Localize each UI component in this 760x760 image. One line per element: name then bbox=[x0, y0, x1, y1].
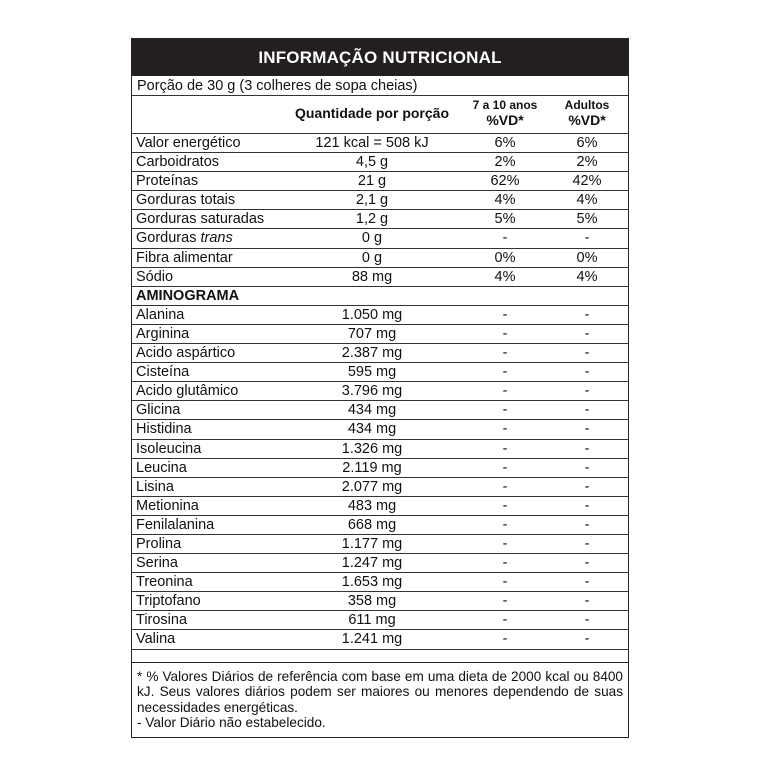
table-row bbox=[132, 382, 628, 401]
nutrient-name: Gorduras totais bbox=[136, 192, 236, 209]
amino-acid-quantity: 2.119 mg bbox=[342, 459, 402, 476]
amino-acid-kids-vd: - bbox=[502, 478, 508, 495]
nutrient-adults-vd: 6% bbox=[576, 135, 598, 151]
nutrient-name-text: Gorduras bbox=[136, 230, 197, 247]
table-row bbox=[132, 210, 628, 229]
nutrient-kids-vd: 0% bbox=[494, 249, 516, 266]
amino-acid-adults-vd: - bbox=[584, 555, 590, 572]
amino-acid-name: Acido aspártico bbox=[136, 345, 236, 362]
table-row bbox=[132, 306, 628, 325]
amino-acid-quantity: 2.077 mg bbox=[341, 478, 403, 495]
nutrient-kids-vd: 4% bbox=[494, 268, 516, 285]
nutrient-name: Gorduras saturadas bbox=[136, 211, 265, 228]
amino-acid-kids-vd: - bbox=[502, 574, 508, 591]
footnote-vd-reference: * % Valores Diários de referência com base em uma dieta de 2000 kcal ou 8400 kJ. Seus valores diários podem ser maiores ou menores dependendo de suas necessidades energéticas. bbox=[137, 668, 623, 715]
nutrient-adults-vd: 2% bbox=[576, 154, 598, 171]
amino-acid-quantity: 434 mg bbox=[347, 402, 397, 419]
portion-size: Porção de 30 g (3 colheres de sopa cheias) bbox=[132, 76, 628, 96]
amino-acid-adults-vd: - bbox=[584, 402, 590, 419]
nutrient-adults-vd: 0% bbox=[576, 249, 598, 266]
amino-acid-adults-vd: - bbox=[584, 516, 590, 533]
aminogram-rows bbox=[132, 306, 628, 650]
table-row bbox=[132, 611, 628, 630]
amino-acid-name: Alanina bbox=[136, 306, 185, 323]
footnote-vd-not-established: - Valor Diário não estabelecido. bbox=[137, 715, 326, 731]
footer-spacer bbox=[132, 650, 628, 663]
nutrient-kids-vd: 62% bbox=[490, 173, 520, 190]
table-header bbox=[132, 96, 628, 134]
amino-acid-name: Treonina bbox=[136, 574, 193, 591]
table-row bbox=[132, 363, 628, 382]
nutrient-adults-vd: 4% bbox=[576, 268, 598, 285]
amino-acid-quantity: 434 mg bbox=[347, 421, 397, 438]
table-row bbox=[132, 440, 628, 459]
table-row bbox=[132, 344, 628, 363]
amino-acid-kids-vd: - bbox=[502, 383, 508, 400]
amino-acid-adults-vd: - bbox=[584, 364, 590, 381]
nutrient-adults-vd: 4% bbox=[576, 192, 598, 209]
amino-acid-name: Histidina bbox=[136, 421, 192, 438]
amino-acid-kids-vd: - bbox=[502, 593, 508, 610]
amino-acid-quantity: 1.326 mg bbox=[341, 440, 403, 457]
header-quantity: Quantidade por porção bbox=[294, 105, 449, 121]
aminogram-heading: AMINOGRAMA bbox=[132, 287, 628, 306]
nutrition-facts-panel bbox=[131, 38, 629, 738]
nutrient-adults-vd: 5% bbox=[576, 211, 598, 228]
amino-acid-adults-vd: - bbox=[584, 459, 590, 476]
amino-acid-adults-vd: - bbox=[584, 325, 590, 342]
amino-acid-quantity: 1.177 mg bbox=[341, 535, 403, 552]
amino-acid-kids-vd: - bbox=[502, 402, 508, 419]
table-row bbox=[132, 554, 628, 573]
amino-acid-kids-vd: - bbox=[502, 440, 508, 457]
header-adults-vd: %VD* bbox=[568, 112, 606, 128]
amino-acid-name: Metionina bbox=[136, 497, 199, 514]
amino-acid-kids-vd: - bbox=[502, 459, 508, 476]
nutrient-quantity: 0 g bbox=[361, 230, 383, 247]
nutrient-name: Valor energético bbox=[136, 135, 241, 151]
amino-acid-name: Serina bbox=[136, 555, 178, 572]
table-row bbox=[132, 325, 628, 344]
amino-acid-name: Tirosina bbox=[136, 612, 188, 629]
table-row bbox=[132, 229, 628, 248]
amino-acid-kids-vd: - bbox=[502, 325, 508, 342]
table-row bbox=[132, 134, 628, 153]
table-row bbox=[132, 630, 628, 649]
header-kids-vd: %VD* bbox=[486, 112, 524, 128]
amino-acid-adults-vd: - bbox=[584, 535, 590, 552]
amino-acid-kids-vd: - bbox=[502, 345, 508, 362]
nutrient-adults-vd: - bbox=[584, 230, 590, 247]
table-row bbox=[132, 249, 628, 268]
panel-title: INFORMAÇÃO NUTRICIONAL bbox=[132, 39, 628, 76]
table-row bbox=[132, 401, 628, 420]
header-kids-column bbox=[464, 98, 546, 128]
amino-acid-quantity: 358 mg bbox=[347, 593, 397, 610]
amino-acid-adults-vd: - bbox=[584, 421, 590, 438]
nutrient-kids-vd: 4% bbox=[494, 192, 516, 209]
amino-acid-quantity: 668 mg bbox=[347, 516, 397, 533]
amino-acid-name: Arginina bbox=[136, 325, 190, 342]
amino-acid-quantity: 2.387 mg bbox=[341, 345, 403, 362]
nutrient-quantity: 4,5 g bbox=[355, 154, 389, 171]
amino-acid-name: Isoleucina bbox=[136, 440, 202, 457]
amino-acid-kids-vd: - bbox=[502, 497, 508, 514]
amino-acid-adults-vd: - bbox=[584, 306, 590, 323]
amino-acid-kids-vd: - bbox=[502, 421, 508, 438]
nutrient-quantity: 121 kcal = 508 kJ bbox=[315, 135, 429, 151]
amino-acid-adults-vd: - bbox=[584, 497, 590, 514]
amino-acid-name: Glicina bbox=[136, 402, 181, 419]
header-adults-column bbox=[546, 98, 628, 128]
table-row bbox=[132, 516, 628, 535]
amino-acid-adults-vd: - bbox=[584, 593, 590, 610]
table-row bbox=[132, 153, 628, 172]
nutrient-name: Carboidratos bbox=[136, 154, 220, 171]
amino-acid-quantity: 595 mg bbox=[347, 364, 397, 381]
amino-acid-quantity: 1.241 mg bbox=[341, 631, 403, 648]
amino-acid-name: Leucina bbox=[136, 459, 187, 476]
amino-acid-name: Valina bbox=[136, 631, 176, 648]
amino-acid-name: Fenilalanina bbox=[136, 516, 215, 533]
nutrient-quantity: 0 g bbox=[361, 249, 383, 266]
footnote bbox=[132, 663, 628, 737]
nutrient-name: Proteínas bbox=[136, 173, 199, 190]
nutrient-name: Fibra alimentar bbox=[136, 249, 233, 266]
table-row bbox=[132, 497, 628, 516]
header-adults-label: Adultos bbox=[564, 98, 610, 112]
amino-acid-quantity: 1.653 mg bbox=[341, 574, 403, 591]
amino-acid-adults-vd: - bbox=[584, 440, 590, 457]
nutrient-kids-vd: 5% bbox=[494, 211, 516, 228]
table-row bbox=[132, 535, 628, 554]
table-row bbox=[132, 420, 628, 439]
table-row bbox=[132, 573, 628, 592]
amino-acid-kids-vd: - bbox=[502, 555, 508, 572]
nutrient-kids-vd: - bbox=[502, 230, 508, 247]
amino-acid-adults-vd: - bbox=[584, 612, 590, 629]
table-row bbox=[132, 459, 628, 478]
amino-acid-name: Cisteína bbox=[136, 364, 190, 381]
nutrient-kids-vd: 2% bbox=[494, 154, 516, 171]
nutrient-quantity: 1,2 g bbox=[355, 211, 389, 228]
amino-acid-kids-vd: - bbox=[502, 612, 508, 629]
amino-acid-adults-vd: - bbox=[584, 631, 590, 648]
amino-acid-quantity: 1.050 mg bbox=[341, 306, 403, 323]
table-row bbox=[132, 268, 628, 287]
nutrient-name: Sódio bbox=[136, 268, 174, 285]
amino-acid-name: Prolina bbox=[136, 535, 182, 552]
nutrient-rows bbox=[132, 134, 628, 287]
amino-acid-kids-vd: - bbox=[502, 516, 508, 533]
amino-acid-adults-vd: - bbox=[584, 574, 590, 591]
header-kids-label: 7 a 10 anos bbox=[472, 98, 538, 112]
nutrient-quantity: 21 g bbox=[357, 173, 387, 190]
amino-acid-quantity: 611 mg bbox=[348, 612, 396, 629]
amino-acid-name: Acido glutâmico bbox=[136, 383, 239, 400]
amino-acid-adults-vd: - bbox=[584, 383, 590, 400]
amino-acid-adults-vd: - bbox=[584, 345, 590, 362]
table-row bbox=[132, 592, 628, 611]
amino-acid-name: Lisina bbox=[136, 478, 174, 495]
nutrient-quantity: 2,1 g bbox=[355, 192, 389, 209]
nutrient-quantity: 88 mg bbox=[351, 268, 393, 285]
amino-acid-kids-vd: - bbox=[502, 306, 508, 323]
amino-acid-quantity: 707 mg bbox=[347, 325, 397, 342]
amino-acid-kids-vd: - bbox=[502, 535, 508, 552]
table-row bbox=[132, 191, 628, 210]
nutrient-name bbox=[132, 229, 280, 247]
amino-acid-kids-vd: - bbox=[502, 364, 508, 381]
nutrient-adults-vd: 42% bbox=[572, 173, 602, 190]
amino-acid-kids-vd: - bbox=[502, 631, 508, 648]
amino-acid-quantity: 483 mg bbox=[347, 497, 397, 514]
amino-acid-adults-vd: - bbox=[584, 478, 590, 495]
amino-acid-quantity: 3.796 mg bbox=[341, 383, 403, 400]
nutrient-kids-vd: 6% bbox=[494, 135, 516, 151]
amino-acid-name: Triptofano bbox=[136, 593, 201, 610]
amino-acid-quantity: 1.247 mg bbox=[341, 555, 403, 572]
nutrient-name-italic: trans bbox=[200, 230, 233, 247]
table-row bbox=[132, 172, 628, 191]
table-row bbox=[132, 478, 628, 497]
